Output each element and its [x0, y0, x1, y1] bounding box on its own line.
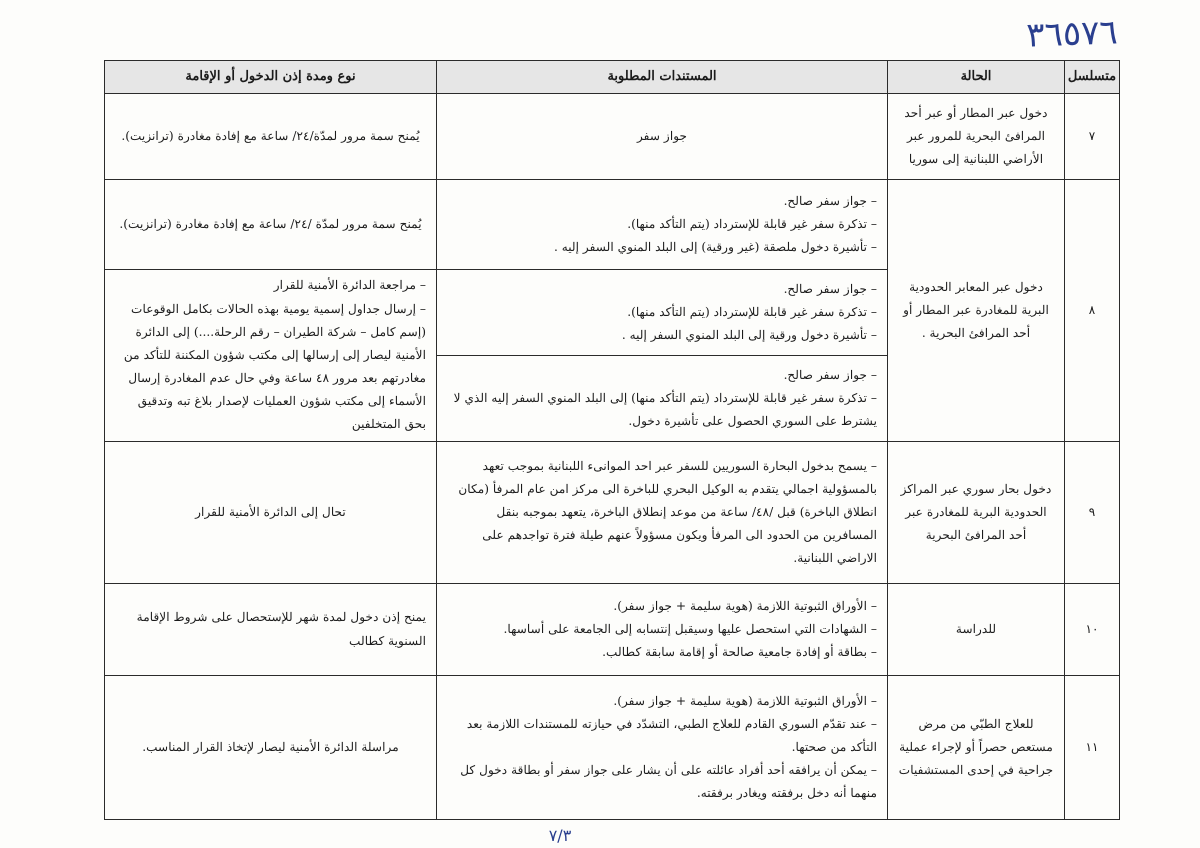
document-item: – الشهادات التي استحصل عليها وسيقبل إنتسابه إلى الجامعة على أساسها. — [503, 621, 877, 636]
requirements-table — [104, 60, 1120, 820]
document-item: – عند تقدّم السوري القادم للعلاج الطبي، التشدّد في حيازته للمستندات اللازمة بعد التأكد من صحتها. — [466, 716, 877, 754]
case-cell: دخول بحار سوري عبر المراكز الحدودية البرية للمغادرة عبر أحد المرافئ البحرية — [888, 442, 1065, 584]
case-cell: للدراسة — [888, 584, 1065, 676]
document-item: – الأوراق الثبوتية اللازمة (هوية سليمة + جواز سفر). — [613, 598, 877, 613]
permit-item: – مراجعة الدائرة الأمنية للقرار — [273, 278, 426, 293]
document-item: – يمكن أن يرافقه أحد أفراد عائلته على أن يشار على جواز سفر أو بطاقة دخول كل منهما أنه دخل برفقته ويغادر برفقته. — [460, 763, 877, 801]
page-number-mark: ٧/٣ — [548, 826, 572, 845]
permit-item: مراسلة الدائرة الأمنية ليصار لإتخاذ القرار المناسب. — [142, 739, 399, 754]
document-item: – يسمح بدخول البحارة السوريين للسفر عبر احد الموانىء اللبنانية بموجب تعهد بالمسؤولية اجمالي يتقدم به الوكيل البحري للباخرة الى مركز امن عام المرفأ (مكان انطلاق الباخرة) قبل /٤٨/ ساعة من موعد إنطلاق الباخرة، يتعهد بموجبه بنقل المسافرين من الحدود الى المرفأ ويكون مسؤولاً عنهم طيلة فترة تواجدهم على الاراضي اللبنانية. — [458, 458, 877, 566]
permit-cell — [105, 676, 437, 820]
table-row — [105, 676, 1120, 820]
documents-cell — [437, 584, 888, 676]
header-permit: نوع ومدة إذن الدخول أو الإقامة — [105, 61, 437, 94]
document-item: – تذكرة سفر غير قابلة للإسترداد (يتم التأكد منها). — [627, 216, 877, 231]
table-row — [105, 180, 1120, 270]
documents-cell — [437, 270, 888, 356]
handwritten-reference-number: ٣٦٥٧٦ — [1025, 12, 1119, 56]
case-cell: دخول عبر المعابر الحدودية البرية للمغادرة عبر المطار أو أحد المرافئ البحرية . — [888, 180, 1065, 442]
document-item: – بطاقة أو إفادة جامعية صالحة أو إقامة سابقة كطالب. — [602, 645, 877, 660]
documents-cell — [437, 94, 888, 180]
document-item: – تذكرة سفر غير قابلة للإسترداد (يتم التأكد منها). — [627, 304, 877, 319]
permit-cell — [105, 180, 437, 270]
permit-cell — [105, 442, 437, 584]
header-row — [105, 61, 1120, 94]
permit-item: – إرسال جداول إسمية يومية بهذه الحالات بكامل الوقوعات (إسم كامل – شركة الطيران – رقم الرحلة....) إلى الدائرة الأمنية ليصار إلى إرسالها إلى مكتب شؤون المكننة للتأكد من مغادرتهم بعد مرور ٤٨ ساعة وفي حال عدم المغادرة إرسال الأسماء إلى مكتب شؤون العمليات لإصدار بلاغ تبه وتدقيق بحق المتخلفين — [123, 301, 426, 432]
permit-item: يُمنح سمة مرور لمدّة/٢٤/ ساعة مع إفادة مغادرة (ترانزيت). — [121, 128, 420, 143]
row-number: ٧ — [1065, 94, 1120, 180]
row-number: ٨ — [1065, 180, 1120, 442]
document-item: – تأشيرة دخول ملصقة (غير ورقية) إلى البلد المنوي السفر إليه . — [553, 240, 877, 255]
documents-cell — [437, 676, 888, 820]
case-cell: للعلاج الطبّي من مرض مستعص حصراً أو لإجراء عملية جراحية في إحدى المستشفيات — [888, 676, 1065, 820]
permit-cell — [105, 584, 437, 676]
case-cell: دخول عبر المطار أو عبر أحد المرافئ البحرية للمرور عبر الأراضي اللبنانية إلى سوريا — [888, 94, 1065, 180]
permit-item: تحال إلى الدائرة الأمنية للقرار — [195, 504, 346, 519]
header-documents: المستندات المطلوبة — [437, 61, 888, 94]
document-item: – تأشيرة دخول ورقية إلى البلد المنوي السفر إليه . — [621, 328, 877, 343]
row-number: ١٠ — [1065, 584, 1120, 676]
header-serial: متسلسل — [1065, 61, 1120, 94]
header-case: الحالة — [888, 61, 1065, 94]
table-row — [105, 442, 1120, 584]
document-item: – تذكرة سفر غير قابلة للإسترداد (يتم التأكد منها) إلى البلد المنوي السفر إليه الذي لا يشترط على السوري الحصول على تأشيرة دخول. — [453, 390, 877, 429]
documents-cell — [437, 180, 888, 270]
permit-item: يُمنح سمة مرور لمدّة /٢٤/ ساعة مع إفادة مغادرة (ترانزيت). — [119, 216, 422, 231]
documents-cell — [437, 442, 888, 584]
permit-cell — [105, 270, 437, 442]
document-item: – جواز سفر صالح. — [783, 281, 877, 296]
document-item: – الأوراق الثبوتية اللازمة (هوية سليمة + جواز سفر). — [613, 693, 877, 708]
permit-cell — [105, 94, 437, 180]
row-number: ٩ — [1065, 442, 1120, 584]
documents-cell — [437, 356, 888, 442]
document-item: جواز سفر — [636, 128, 688, 143]
table-row — [105, 94, 1120, 180]
table-row — [105, 584, 1120, 676]
document-item: – جواز سفر صالح. — [783, 367, 877, 382]
document-item: – جواز سفر صالح. — [783, 193, 877, 208]
row-number: ١١ — [1065, 676, 1120, 820]
permit-item: يمنح إذن دخول لمدة شهر للإستحصال على شروط الإقامة السنوية كطالب — [136, 610, 426, 648]
